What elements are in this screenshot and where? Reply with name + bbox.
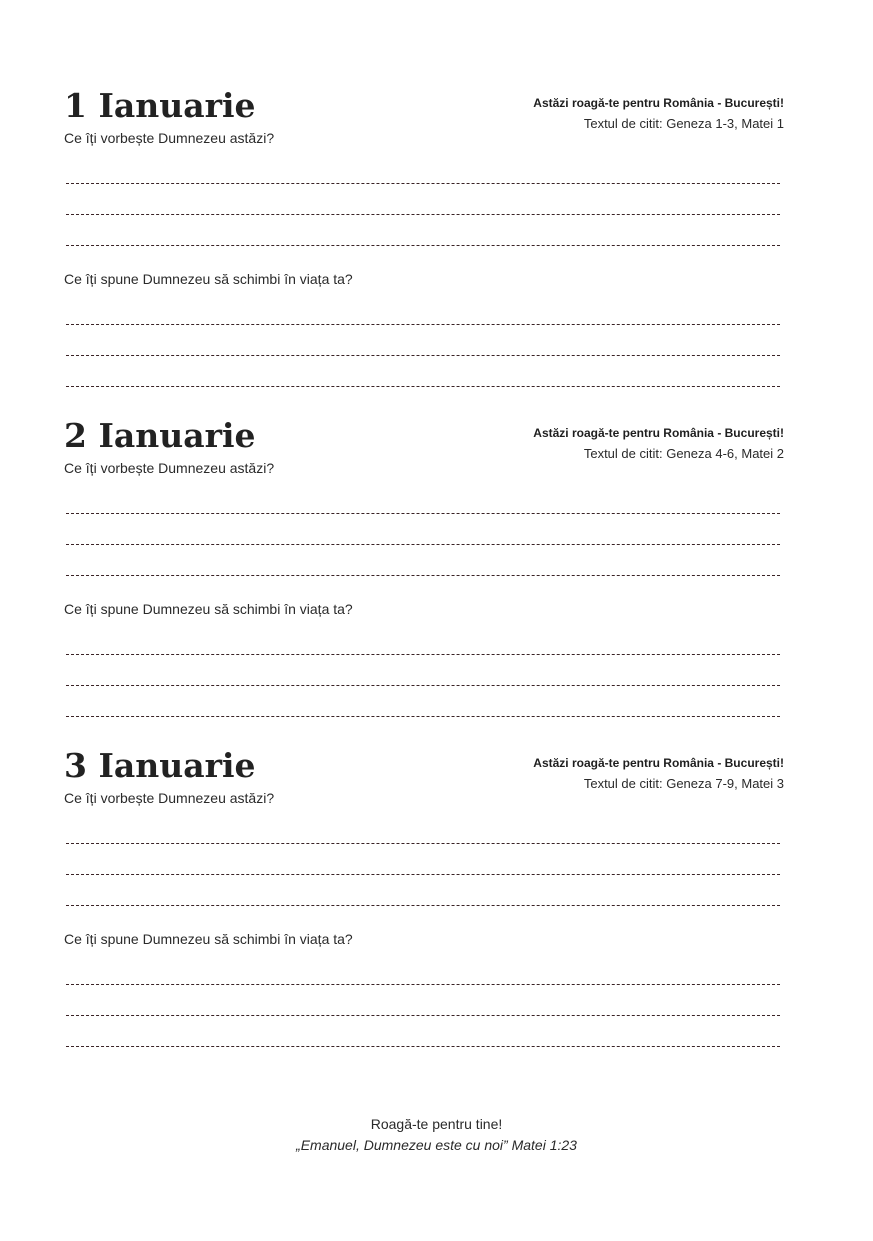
writing-line[interactable] — [66, 355, 780, 356]
writing-line[interactable] — [66, 1046, 780, 1047]
footer-prayer: Roagă-te pentru tine! — [370, 1116, 503, 1132]
day-entry-2 — [0, 416, 873, 736]
question-god-speaking: Ce îți vorbește Dumnezeu astăzi? — [64, 790, 275, 806]
question-god-speaking: Ce îți vorbește Dumnezeu astăzi? — [64, 460, 275, 476]
reading-reference: Textul de citit: Geneza 7-9, Matei 3 — [583, 776, 784, 791]
writing-line[interactable] — [66, 1015, 780, 1016]
prayer-focus: Astăzi roagă-te pentru România - București! — [533, 426, 784, 440]
question-change-life: Ce îți spune Dumnezeu să schimbi în viața ta? — [64, 271, 353, 287]
prayer-focus: Astăzi roagă-te pentru România - București! — [533, 96, 784, 110]
writing-line[interactable] — [66, 214, 780, 215]
prayer-focus: Astăzi roagă-te pentru România - București! — [533, 756, 784, 770]
day-entry-1 — [0, 86, 873, 406]
writing-line[interactable] — [66, 544, 780, 545]
writing-line[interactable] — [66, 324, 780, 325]
writing-line[interactable] — [66, 183, 780, 184]
footer-verse: „Emanuel, Dumnezeu este cu noi” Matei 1:23 — [296, 1137, 577, 1153]
page-footer — [0, 1114, 873, 1156]
writing-line[interactable] — [66, 984, 780, 985]
writing-line[interactable] — [66, 685, 780, 686]
date-title: 3 Ianuarie — [64, 746, 256, 785]
date-title: 1 Ianuarie — [64, 86, 256, 125]
writing-line[interactable] — [66, 843, 780, 844]
question-change-life: Ce îți spune Dumnezeu să schimbi în viața ta? — [64, 931, 353, 947]
date-title: 2 Ianuarie — [64, 416, 256, 455]
writing-line[interactable] — [66, 575, 780, 576]
writing-line[interactable] — [66, 386, 780, 387]
writing-line[interactable] — [66, 716, 780, 717]
day-entry-3 — [0, 746, 873, 1066]
writing-line[interactable] — [66, 245, 780, 246]
question-god-speaking: Ce îți vorbește Dumnezeu astăzi? — [64, 130, 275, 146]
question-change-life: Ce îți spune Dumnezeu să schimbi în viața ta? — [64, 601, 353, 617]
writing-line[interactable] — [66, 905, 780, 906]
reading-reference: Textul de citit: Geneza 4-6, Matei 2 — [583, 446, 784, 461]
writing-line[interactable] — [66, 513, 780, 514]
writing-line[interactable] — [66, 874, 780, 875]
reading-reference: Textul de citit: Geneza 1-3, Matei 1 — [583, 116, 784, 131]
writing-line[interactable] — [66, 654, 780, 655]
